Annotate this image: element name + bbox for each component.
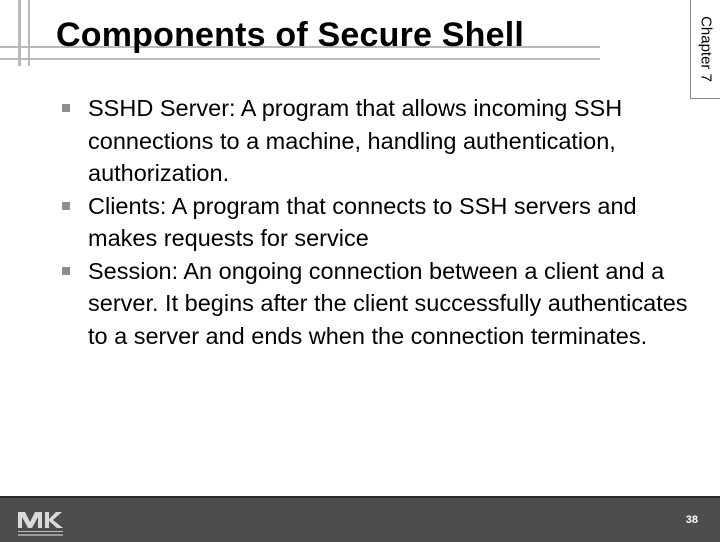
bullet-text: SSHD Server: A program that allows incoming SSH connections to a machine, handling authentication, authorization.	[88, 95, 623, 186]
morgan-kaufmann-logo-icon	[14, 506, 74, 540]
decorative-vertical-line-1	[18, 0, 21, 66]
bullet-text: Clients: A program that connects to SSH servers and makes requests for service	[88, 192, 637, 251]
square-bullet-icon	[62, 267, 70, 275]
bullet-item-clients	[62, 190, 702, 255]
footer-bar	[0, 496, 720, 542]
slide-title: Components of Secure Shell	[56, 16, 525, 54]
bullet-item-session	[62, 255, 702, 353]
bullet-list	[62, 92, 702, 352]
square-bullet-icon	[62, 202, 70, 210]
chapter-label: Chapter 7	[697, 16, 715, 82]
bullet-item-sshd-server	[62, 92, 702, 190]
bullet-text: Session: An ongoing connection between a client and a server. It begins after the client successfully authenticates to a server and ends when the connection terminates.	[88, 257, 688, 349]
page-number: 38	[685, 514, 698, 526]
chapter-tab	[690, 0, 720, 99]
decorative-horizontal-line-2	[0, 58, 600, 60]
decorative-vertical-line-2	[28, 0, 30, 66]
square-bullet-icon	[62, 104, 70, 112]
